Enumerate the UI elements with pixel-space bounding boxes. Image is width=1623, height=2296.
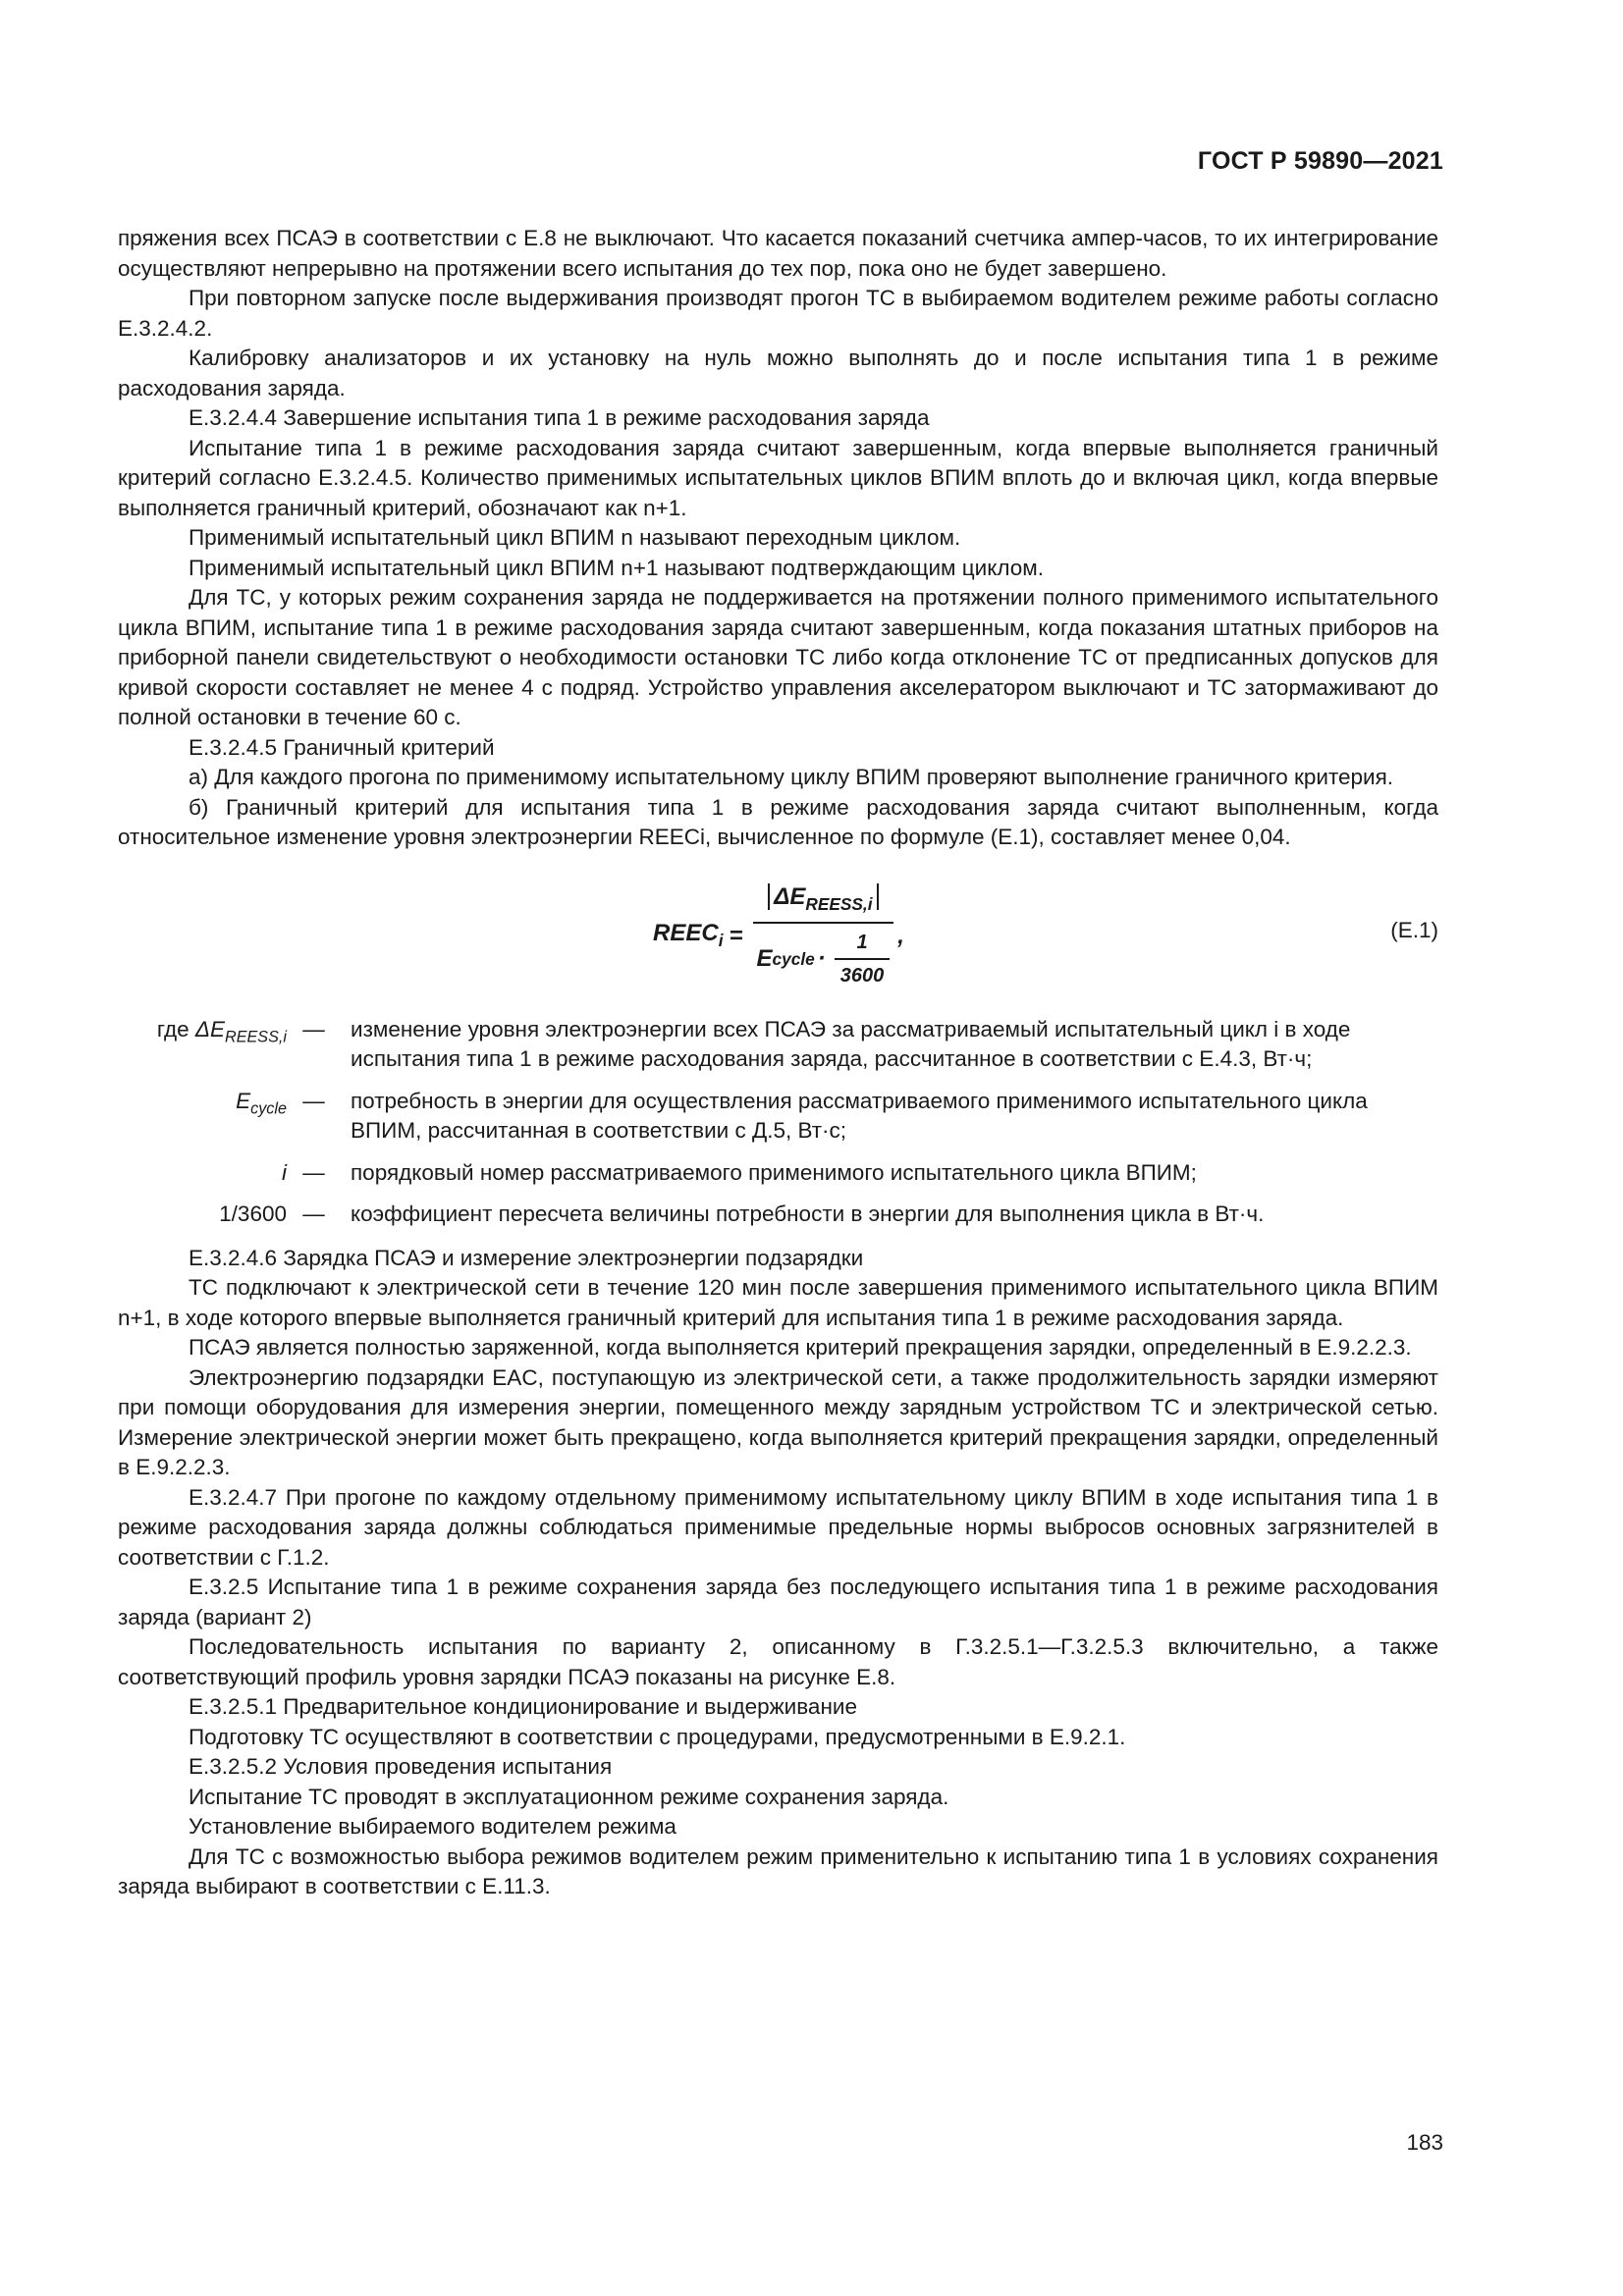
paragraph: ТС подключают к электрической сети в течение 120 мин после завершения применимого испытательного цикла ВПИМ n+1, в ходе которого впервые выполняется граничный критерий для испытания типа 1 в режиме расходования заряда. [118, 1275, 1438, 1330]
paragraph: Подготовку ТС осуществляют в соответствии с процедурами, предусмотренными в Е.9.2.1. [189, 1724, 1126, 1749]
paragraphs-bottom [118, 1244, 1438, 1902]
paragraph: б) Граничный критерий для испытания типа 1 в режиме расходования заряда считают выполненным, когда относительное изменение уровня электроэнергии REECi, вычисленное по формуле (Е.1), составляет менее 0,04. [118, 794, 1438, 849]
formula-number: (Е.1) [1390, 917, 1438, 942]
paragraph: Испытание типа 1 в режиме расходования заряда считают завершенным, когда впервые выполняется граничный критерий согласно Е.3.2.4.5. Количество применимых испытательных циклов ВПИМ вплоть до и включая цикл, когда впервые выполняется граничный критерий, обозначают как n+1. [118, 435, 1438, 520]
paragraph: Электроэнергию подзарядки EAC, поступающую из электрической сети, а также продолжительность зарядки измеряют при помощи оборудования для измерения энергии, помещенного между зарядным устройством ТС и электрической сетью. Измерение электрической энергии может быть прекращено, когда выполняется критерий прекращения зарядки, определенный в Е.9.2.2.3. [118, 1364, 1438, 1479]
formula-denominator: E cycle · $\frac{1}{3600}$ [753, 922, 894, 991]
definition-dash: — [302, 1159, 325, 1185]
definition-term: i [282, 1159, 287, 1185]
paragraph: Для ТС, у которых режим сохранения заряда не поддерживается на протяжении полного применимого испытательного цикла ВПИМ, испытание типа 1 в режиме расходования заряда считают завершенным, когда показания штатных приборов на приборной панели свидетельствуют о необходимости остановки ТС либо когда отклонение ТС от предписанных допусков для кривой скорости составляет не менее 4 с подряд. Устройство управления акселератором выключают и ТС затормаживают до полной остановки в течение 60 с. [118, 585, 1438, 729]
document-id-header: ГОСТ Р 59890—2021 [1197, 147, 1443, 175]
page-number: 183 [1406, 2130, 1443, 2155]
formula-equals: = [729, 922, 743, 949]
formula-small-fraction: $\frac{1}{3600}$ [835, 928, 891, 991]
definition-row [118, 1200, 1438, 1230]
definition-dash: — [302, 1201, 325, 1226]
definition-text: коэффициент пересчета величины потребности в энергии для выполнения цикла в Вт·ч. [351, 1201, 1265, 1226]
definition-text: порядковый номер рассматриваемого применимого испытательного цикла ВПИМ; [351, 1159, 1197, 1185]
definition-term: где $\Delta E_{REESS,i}$ [156, 1016, 287, 1045]
document-body [118, 224, 1438, 1902]
definition-dash: — [302, 1016, 325, 1041]
paragraphs-top [118, 224, 1438, 853]
definition-text: потребность в энергии для осуществления рассматриваемого применимого испытательного цикла ВПИМ, рассчитанная в соответствии с Д.5, Вт·с; [351, 1088, 1368, 1143]
paragraph: а) Для каждого прогона по применимому испытательному циклу ВПИМ проверяют выполнение граничного критерия. [189, 765, 1394, 789]
definitions-list [118, 1015, 1438, 1230]
definition-row [118, 1087, 1438, 1147]
definition-text: изменение уровня электроэнергии всех ПСАЭ за рассматриваемый испытательный цикл i в ходе испытания типа 1 в режиме расходования заряда, рассчитанное в соответствии с Е.4.3, Вт·ч; [351, 1016, 1351, 1071]
definition-row [118, 1015, 1438, 1075]
paragraph: ПСАЭ является полностью заряженной, когда выполняется критерий прекращения зарядки, определенный в Е.9.2.2.3. [189, 1335, 1412, 1360]
paragraph: При повторном запуске после выдерживания производят прогон ТС в выбираемом водителем режиме работы согласно Е.3.2.4.2. [118, 286, 1438, 341]
paragraph: Е.3.2.5.1 Предварительное кондиционирование и выдерживание [189, 1694, 857, 1719]
paragraph: Для ТС с возможностью выбора режимов водителем режим применительно к испытанию типа 1 в условиях сохранения заряда выбирают в соответствии с Е.11.3. [118, 1843, 1438, 1898]
paragraph: Е.3.2.4.7 При прогоне по каждому отдельному применимому испытательному циклу ВПИМ в ходе испытания типа 1 в режиме расходования заряда должны соблюдаться применимые предельные нормы выбросов основных загрязнителей в соответствии с Г.1.2. [118, 1484, 1438, 1570]
definition-term: $E_{cycle}$ [236, 1088, 287, 1117]
paragraph: пряжения всех ПСАЭ в соответствии с Е.8 не выключают. Что касается показаний счетчика ампер-часов, то их интегрирование осуществляют непрерывно на протяжении всего испытания до тех пор, пока оно не будет завершено. [118, 226, 1438, 281]
paragraph: Калибровку анализаторов и их установку на нуль можно выполнять до и после испытания типа 1 в режиме расходования заряда. [118, 346, 1438, 400]
paragraph: Установление выбираемого водителем режима [189, 1814, 676, 1839]
formula-lhs: $REEC_i$ [653, 919, 724, 950]
paragraph: Применимый испытательный цикл ВПИМ n называют переходным циклом. [189, 525, 961, 550]
paragraph: Испытание ТС проводят в эксплуатационном режиме сохранения заряда. [189, 1784, 949, 1809]
formula-comma: , [897, 922, 904, 949]
definition-row [118, 1158, 1438, 1189]
paragraph: Последовательность испытания по варианту 2, описанному в Г.3.2.5.1—Г.3.2.5.3 включительно, а также соответствующий профиль уровня зарядки ПСАЭ показаны на рисунке Е.8. [118, 1634, 1438, 1689]
definition-dash: — [302, 1088, 325, 1113]
paragraph: Е.3.2.4.4 Завершение испытания типа 1 в режиме расходования заряда [189, 405, 930, 430]
paragraph: Е.3.2.5.2 Условия проведения испытания [189, 1754, 613, 1779]
paragraph: Е.3.2.5 Испытание типа 1 в режиме сохранения заряда без последующего испытания типа 1 в режиме расходования заряда (вариант 2) [118, 1575, 1438, 1629]
paragraph: Применимый испытательный цикл ВПИМ n+1 называют подтверждающим циклом. [189, 555, 1044, 580]
definition-term: 1/3600 [219, 1201, 287, 1226]
formula-expression [653, 882, 904, 991]
formula-e1 [118, 877, 1438, 999]
formula-fraction [753, 882, 894, 991]
paragraph: Е.3.2.4.6 Зарядка ПСАЭ и измерение электроэнергии подзарядки [189, 1245, 864, 1270]
formula-numerator: $\Delta E_{REESS,i}$ [764, 882, 882, 922]
paragraph: Е.3.2.4.5 Граничный критерий [189, 734, 495, 760]
